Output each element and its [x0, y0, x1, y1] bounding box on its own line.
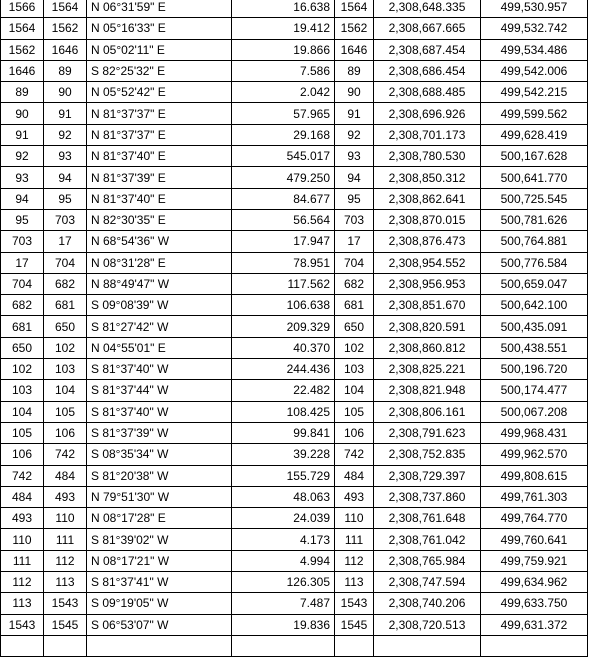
bearing-cell: N 06°31'59" E — [87, 0, 232, 18]
bearing-cell — [87, 635, 232, 656]
bearing-cell: N 08°17'21" W — [87, 550, 232, 571]
distance-cell: 117.562 — [232, 273, 335, 294]
x-coordinate-cell: 500,641.770 — [481, 167, 588, 188]
to-station-cell: 484 — [44, 465, 87, 486]
from-station-cell: 484 — [1, 486, 44, 507]
table-row — [1, 0, 588, 18]
to-station-cell: 1564 — [44, 0, 87, 18]
from-station-cell: 106 — [1, 444, 44, 465]
from-station-cell — [1, 635, 44, 656]
bearing-cell: N 81°37'40" E — [87, 188, 232, 209]
y-coordinate-cell: 2,308,747.594 — [374, 572, 481, 593]
y-coordinate-cell: 2,308,860.812 — [374, 337, 481, 358]
point-cell: 111 — [335, 529, 374, 550]
y-coordinate-cell: 2,308,956.953 — [374, 273, 481, 294]
distance-cell: 19.866 — [232, 39, 335, 60]
distance-cell: 155.729 — [232, 465, 335, 486]
distance-cell: 106.638 — [232, 295, 335, 316]
bearing-cell: S 81°37'40" W — [87, 359, 232, 380]
table-row — [1, 273, 588, 294]
distance-cell: 24.039 — [232, 508, 335, 529]
x-coordinate-cell: 500,067.208 — [481, 401, 588, 422]
table-row — [1, 422, 588, 443]
y-coordinate-cell: 2,308,752.835 — [374, 444, 481, 465]
bearing-cell: N 05°02'11" E — [87, 39, 232, 60]
from-station-cell: 93 — [1, 167, 44, 188]
bearing-cell: N 08°31'28" E — [87, 252, 232, 273]
distance-cell: 4.994 — [232, 550, 335, 571]
y-coordinate-cell: 2,308,821.948 — [374, 380, 481, 401]
point-cell: 17 — [335, 231, 374, 252]
bearing-cell: N 05°16'33" E — [87, 18, 232, 39]
to-station-cell: 682 — [44, 273, 87, 294]
table-row — [1, 295, 588, 316]
y-coordinate-cell: 2,308,850.312 — [374, 167, 481, 188]
distance-cell: 108.425 — [232, 401, 335, 422]
bearing-cell: N 79°51'30" W — [87, 486, 232, 507]
point-cell: 89 — [335, 60, 374, 81]
table-row — [1, 231, 588, 252]
bearing-cell: S 81°39'02" W — [87, 529, 232, 550]
to-station-cell: 1543 — [44, 593, 87, 614]
y-coordinate-cell: 2,308,765.984 — [374, 550, 481, 571]
table-row — [1, 465, 588, 486]
bearing-cell: N 81°37'37" E — [87, 124, 232, 145]
distance-cell: 19.412 — [232, 18, 335, 39]
point-cell: 650 — [335, 316, 374, 337]
table-row — [1, 359, 588, 380]
from-station-cell: 91 — [1, 124, 44, 145]
point-cell: 1562 — [335, 18, 374, 39]
bearing-cell: N 81°37'40" E — [87, 146, 232, 167]
to-station-cell: 1545 — [44, 614, 87, 635]
to-station-cell: 17 — [44, 231, 87, 252]
x-coordinate-cell: 500,659.047 — [481, 273, 588, 294]
bearing-cell: N 82°30'35" E — [87, 209, 232, 230]
from-station-cell: 493 — [1, 508, 44, 529]
to-station-cell: 113 — [44, 572, 87, 593]
table-row — [1, 316, 588, 337]
to-station-cell: 742 — [44, 444, 87, 465]
to-station-cell: 102 — [44, 337, 87, 358]
from-station-cell: 105 — [1, 422, 44, 443]
x-coordinate-cell: 499,760.641 — [481, 529, 588, 550]
x-coordinate-cell: 499,542.006 — [481, 60, 588, 81]
table-row — [1, 529, 588, 550]
table-row — [1, 486, 588, 507]
from-station-cell: 1562 — [1, 39, 44, 60]
bearing-cell: S 81°37'39" W — [87, 422, 232, 443]
x-coordinate-cell: 500,776.584 — [481, 252, 588, 273]
to-station-cell: 93 — [44, 146, 87, 167]
to-station-cell: 704 — [44, 252, 87, 273]
table-row — [1, 39, 588, 60]
bearing-cell: S 81°20'38" W — [87, 465, 232, 486]
distance-cell: 99.841 — [232, 422, 335, 443]
x-coordinate-cell: 500,167.628 — [481, 146, 588, 167]
table-row — [1, 593, 588, 614]
x-coordinate-cell — [481, 635, 588, 656]
distance-cell: 17.947 — [232, 231, 335, 252]
x-coordinate-cell: 500,174.477 — [481, 380, 588, 401]
x-coordinate-cell: 499,759.921 — [481, 550, 588, 571]
table-row — [1, 146, 588, 167]
to-station-cell — [44, 635, 87, 656]
y-coordinate-cell: 2,308,687.454 — [374, 39, 481, 60]
distance-cell: 7.487 — [232, 593, 335, 614]
distance-cell: 244.436 — [232, 359, 335, 380]
x-coordinate-cell: 499,534.486 — [481, 39, 588, 60]
table-row — [1, 82, 588, 103]
from-station-cell: 90 — [1, 103, 44, 124]
point-cell: 1564 — [335, 0, 374, 18]
x-coordinate-cell: 500,725.545 — [481, 188, 588, 209]
point-cell: 90 — [335, 82, 374, 103]
from-station-cell: 113 — [1, 593, 44, 614]
y-coordinate-cell: 2,308,667.665 — [374, 18, 481, 39]
y-coordinate-cell: 2,308,761.042 — [374, 529, 481, 550]
table-row — [1, 167, 588, 188]
x-coordinate-cell: 499,808.615 — [481, 465, 588, 486]
bearing-cell: N 04°55'01" E — [87, 337, 232, 358]
distance-cell — [232, 635, 335, 656]
bearing-cell: N 08°17'28" E — [87, 508, 232, 529]
bearing-cell: S 81°37'40" W — [87, 401, 232, 422]
bearing-cell: S 81°27'42" W — [87, 316, 232, 337]
distance-cell: 78.951 — [232, 252, 335, 273]
distance-cell: 209.329 — [232, 316, 335, 337]
x-coordinate-cell: 499,764.770 — [481, 508, 588, 529]
point-cell: 102 — [335, 337, 374, 358]
bearing-cell: N 81°37'39" E — [87, 167, 232, 188]
table-row — [1, 444, 588, 465]
y-coordinate-cell — [374, 635, 481, 656]
from-station-cell: 703 — [1, 231, 44, 252]
point-cell: 105 — [335, 401, 374, 422]
from-station-cell: 682 — [1, 295, 44, 316]
y-coordinate-cell: 2,308,701.173 — [374, 124, 481, 145]
to-station-cell: 90 — [44, 82, 87, 103]
to-station-cell: 703 — [44, 209, 87, 230]
bearing-cell: S 81°37'41" W — [87, 572, 232, 593]
x-coordinate-cell: 500,642.100 — [481, 295, 588, 316]
point-cell: 103 — [335, 359, 374, 380]
table-row — [1, 614, 588, 635]
point-cell: 704 — [335, 252, 374, 273]
table-row — [1, 337, 588, 358]
from-station-cell: 1566 — [1, 0, 44, 18]
distance-cell: 16.638 — [232, 0, 335, 18]
from-station-cell: 681 — [1, 316, 44, 337]
point-cell: 1646 — [335, 39, 374, 60]
from-station-cell: 110 — [1, 529, 44, 550]
from-station-cell: 704 — [1, 273, 44, 294]
bearing-cell: S 09°19'05" W — [87, 593, 232, 614]
y-coordinate-cell: 2,308,761.648 — [374, 508, 481, 529]
point-cell: 682 — [335, 273, 374, 294]
distance-cell: 2.042 — [232, 82, 335, 103]
y-coordinate-cell: 2,308,862.641 — [374, 188, 481, 209]
x-coordinate-cell: 499,634.962 — [481, 572, 588, 593]
bearing-cell: S 09°08'39" W — [87, 295, 232, 316]
table-row — [1, 124, 588, 145]
point-cell: 742 — [335, 444, 374, 465]
point-cell: 93 — [335, 146, 374, 167]
y-coordinate-cell: 2,308,851.670 — [374, 295, 481, 316]
bearing-cell: N 05°52'42" E — [87, 82, 232, 103]
point-cell: 94 — [335, 167, 374, 188]
to-station-cell: 681 — [44, 295, 87, 316]
from-station-cell: 742 — [1, 465, 44, 486]
to-station-cell: 112 — [44, 550, 87, 571]
y-coordinate-cell: 2,308,686.454 — [374, 60, 481, 81]
x-coordinate-cell: 500,438.551 — [481, 337, 588, 358]
table-row — [1, 508, 588, 529]
bearing-cell: S 81°37'44" W — [87, 380, 232, 401]
table-row — [1, 252, 588, 273]
to-station-cell: 95 — [44, 188, 87, 209]
distance-cell: 479.250 — [232, 167, 335, 188]
x-coordinate-cell: 499,631.372 — [481, 614, 588, 635]
point-cell: 110 — [335, 508, 374, 529]
to-station-cell: 103 — [44, 359, 87, 380]
distance-cell: 4.173 — [232, 529, 335, 550]
from-station-cell: 102 — [1, 359, 44, 380]
to-station-cell: 650 — [44, 316, 87, 337]
y-coordinate-cell: 2,308,954.552 — [374, 252, 481, 273]
to-station-cell: 1646 — [44, 39, 87, 60]
distance-cell: 39.228 — [232, 444, 335, 465]
point-cell — [335, 635, 374, 656]
y-coordinate-cell: 2,308,729.397 — [374, 465, 481, 486]
x-coordinate-cell: 500,781.626 — [481, 209, 588, 230]
bearing-cell: S 82°25'32" E — [87, 60, 232, 81]
x-coordinate-cell: 499,761.303 — [481, 486, 588, 507]
distance-cell: 126.305 — [232, 572, 335, 593]
point-cell: 104 — [335, 380, 374, 401]
table-body — [1, 0, 588, 657]
point-cell: 681 — [335, 295, 374, 316]
y-coordinate-cell: 2,308,720.513 — [374, 614, 481, 635]
to-station-cell: 92 — [44, 124, 87, 145]
to-station-cell: 89 — [44, 60, 87, 81]
from-station-cell: 103 — [1, 380, 44, 401]
point-cell: 92 — [335, 124, 374, 145]
bearing-cell: S 06°53'07" W — [87, 614, 232, 635]
distance-cell: 84.677 — [232, 188, 335, 209]
y-coordinate-cell: 2,308,870.015 — [374, 209, 481, 230]
to-station-cell: 106 — [44, 422, 87, 443]
to-station-cell: 104 — [44, 380, 87, 401]
from-station-cell: 89 — [1, 82, 44, 103]
from-station-cell: 650 — [1, 337, 44, 358]
x-coordinate-cell: 499,968.431 — [481, 422, 588, 443]
y-coordinate-cell: 2,308,825.221 — [374, 359, 481, 380]
point-cell: 106 — [335, 422, 374, 443]
point-cell: 703 — [335, 209, 374, 230]
from-station-cell: 95 — [1, 209, 44, 230]
x-coordinate-cell: 500,764.881 — [481, 231, 588, 252]
y-coordinate-cell: 2,308,806.161 — [374, 401, 481, 422]
to-station-cell: 91 — [44, 103, 87, 124]
table-row — [1, 188, 588, 209]
point-cell: 1543 — [335, 593, 374, 614]
bearing-cell: N 68°54'36" W — [87, 231, 232, 252]
bearing-cell: N 81°37'37" E — [87, 103, 232, 124]
bearing-cell: N 88°49'47" W — [87, 273, 232, 294]
table-row — [1, 401, 588, 422]
x-coordinate-cell: 499,599.562 — [481, 103, 588, 124]
x-coordinate-cell: 500,196.720 — [481, 359, 588, 380]
from-station-cell: 17 — [1, 252, 44, 273]
point-cell: 484 — [335, 465, 374, 486]
to-station-cell: 110 — [44, 508, 87, 529]
from-station-cell: 1646 — [1, 60, 44, 81]
y-coordinate-cell: 2,308,648.335 — [374, 0, 481, 18]
distance-cell: 40.370 — [232, 337, 335, 358]
y-coordinate-cell: 2,308,740.206 — [374, 593, 481, 614]
distance-cell: 7.586 — [232, 60, 335, 81]
to-station-cell: 94 — [44, 167, 87, 188]
table-row — [1, 572, 588, 593]
x-coordinate-cell: 499,532.742 — [481, 18, 588, 39]
y-coordinate-cell: 2,308,820.591 — [374, 316, 481, 337]
to-station-cell: 111 — [44, 529, 87, 550]
table-row — [1, 60, 588, 81]
table-row — [1, 103, 588, 124]
x-coordinate-cell: 500,435.091 — [481, 316, 588, 337]
distance-cell: 19.836 — [232, 614, 335, 635]
point-cell: 493 — [335, 486, 374, 507]
y-coordinate-cell: 2,308,876.473 — [374, 231, 481, 252]
y-coordinate-cell: 2,308,737.860 — [374, 486, 481, 507]
point-cell: 91 — [335, 103, 374, 124]
x-coordinate-cell: 499,530.957 — [481, 0, 588, 18]
table-row — [1, 380, 588, 401]
from-station-cell: 104 — [1, 401, 44, 422]
y-coordinate-cell: 2,308,688.485 — [374, 82, 481, 103]
from-station-cell: 112 — [1, 572, 44, 593]
distance-cell: 56.564 — [232, 209, 335, 230]
table-row — [1, 635, 588, 656]
table-row — [1, 18, 588, 39]
point-cell: 95 — [335, 188, 374, 209]
from-station-cell: 111 — [1, 550, 44, 571]
from-station-cell: 92 — [1, 146, 44, 167]
distance-cell: 29.168 — [232, 124, 335, 145]
y-coordinate-cell: 2,308,696.926 — [374, 103, 481, 124]
from-station-cell: 94 — [1, 188, 44, 209]
distance-cell: 57.965 — [232, 103, 335, 124]
table-row — [1, 209, 588, 230]
to-station-cell: 493 — [44, 486, 87, 507]
from-station-cell: 1543 — [1, 614, 44, 635]
x-coordinate-cell: 499,542.215 — [481, 82, 588, 103]
point-cell: 1545 — [335, 614, 374, 635]
x-coordinate-cell: 499,628.419 — [481, 124, 588, 145]
point-cell: 113 — [335, 572, 374, 593]
to-station-cell: 1562 — [44, 18, 87, 39]
y-coordinate-cell: 2,308,780.530 — [374, 146, 481, 167]
from-station-cell: 1564 — [1, 18, 44, 39]
x-coordinate-cell: 499,962.570 — [481, 444, 588, 465]
bearing-cell: S 08°35'34" W — [87, 444, 232, 465]
distance-cell: 48.063 — [232, 486, 335, 507]
to-station-cell: 105 — [44, 401, 87, 422]
point-cell: 112 — [335, 550, 374, 571]
x-coordinate-cell: 499,633.750 — [481, 593, 588, 614]
distance-cell: 22.482 — [232, 380, 335, 401]
table-row — [1, 550, 588, 571]
y-coordinate-cell: 2,308,791.623 — [374, 422, 481, 443]
distance-cell: 545.017 — [232, 146, 335, 167]
